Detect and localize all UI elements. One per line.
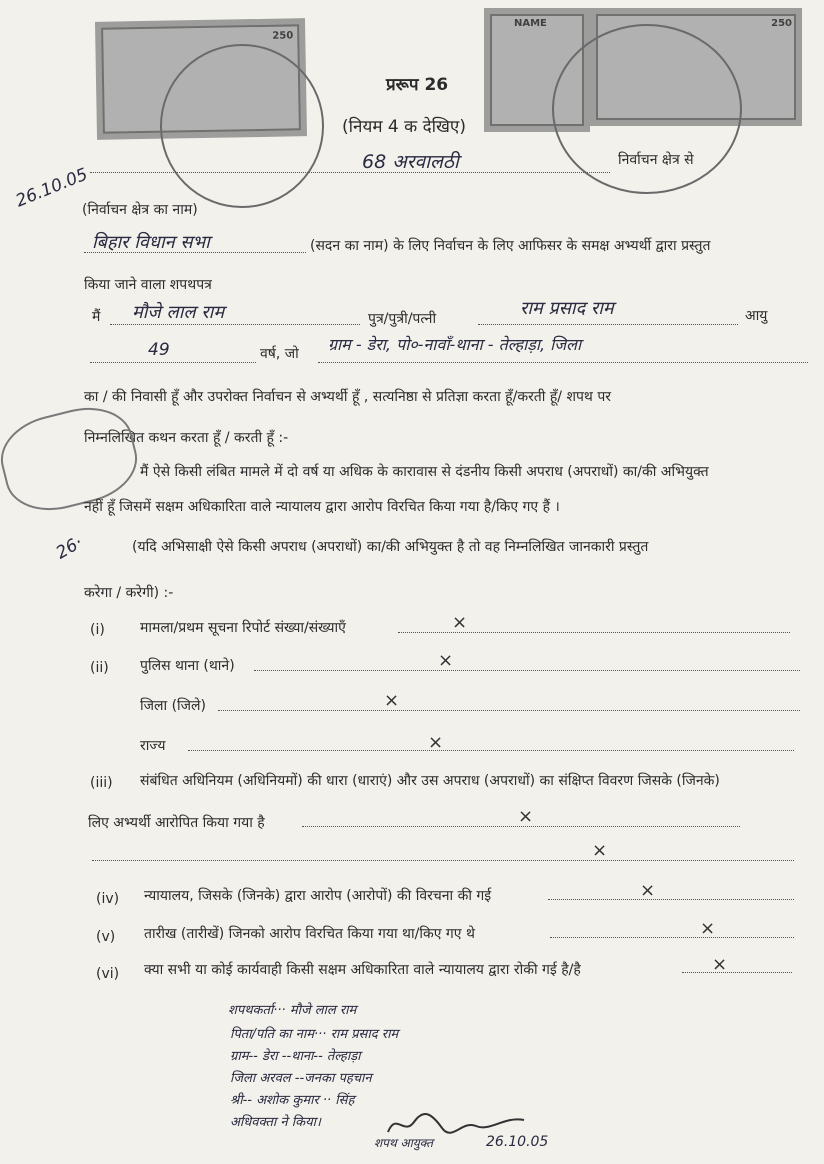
footer-line-5: श्री-- अशोक कुमार ·· सिंह — [230, 1093, 355, 1108]
item-iii-line-2 — [92, 860, 794, 861]
house-handwritten: बिहार विधान सभा — [92, 232, 210, 253]
footer-line-3: ग्राम-- डेरा --थाना-- तेल्हाड़ा — [230, 1049, 361, 1064]
body-line-3: का / की निवासी हूँ और उपरोक्त निर्वाचन से अभ्यर्थी हूँ , सत्यनिष्ठा से प्रतिज्ञा करता हूँ/करती हूँ/ शपथ पर — [84, 389, 612, 405]
item-v-line — [550, 937, 794, 938]
rule-reference: (नियम 4 क देखिए) — [342, 117, 466, 137]
date-handwritten: 26.10.05 — [13, 164, 91, 212]
main-label: मैं — [92, 309, 101, 325]
constituency-line — [90, 172, 610, 173]
body-line-4: निम्नलिखित कथन करता हूँ / करती हूँ :- — [84, 430, 289, 446]
house-text: (सदन का नाम) के लिए निर्वाचन के लिए आफिसर के समक्ष अभ्यर्थी द्वारा प्रस्तुत — [310, 238, 711, 254]
item-vi-line — [682, 972, 792, 973]
item-iv-line — [548, 899, 794, 900]
item-iii-num: (iii) — [90, 775, 113, 791]
footer-line-1: शपथकर्ता··· मौजे लाल राम — [228, 1003, 357, 1018]
name-handwritten: मौजे लाल राम — [132, 302, 225, 323]
age-handwritten: 49 — [148, 340, 170, 360]
item-iv-label: न्यायालय, जिसके (जिनके) द्वारा आरोप (आरोपों) की विरचना की गई — [144, 888, 492, 904]
item-state-line — [188, 750, 794, 751]
stamp-right-value: 250 — [771, 18, 792, 29]
item-district-mark: × — [384, 690, 400, 711]
sign-label: शपथ आयुक्त — [374, 1136, 433, 1150]
item-iii-mark-2: × — [592, 840, 608, 861]
seal-left — [160, 44, 324, 208]
item-vi-num: (vi) — [96, 966, 120, 982]
years-label: वर्ष, जो — [260, 346, 299, 362]
item-v-label: तारीख (तारीखें) जिनको आरोप विरचित किया गया था/किए गए थे — [144, 926, 475, 942]
item-district-line — [218, 710, 800, 711]
affidavit-text: किया जाने वाला शपथपत्र — [84, 277, 212, 293]
stamp-mid-value: NAME — [514, 18, 547, 29]
item-iii-cont: लिए अभ्यर्थी आरोपित किया गया है — [88, 815, 265, 831]
footer-line-2: पिता/पति का नाम··· राम प्रसाद राम — [230, 1027, 399, 1042]
relation-label: पुत्र/पुत्री/पत्नी — [368, 311, 437, 327]
age-line — [90, 362, 256, 363]
item-iv-num: (iv) — [96, 891, 120, 907]
item-state-mark: × — [428, 732, 444, 753]
item-i-mark: × — [452, 612, 468, 633]
constituency-caption: (निर्वाचन क्षेत्र का नाम) — [82, 202, 198, 218]
item-v-mark: × — [700, 918, 716, 939]
item-ii-mark: × — [438, 650, 454, 671]
father-line — [478, 324, 738, 325]
item-district-label: जिला (जिले) — [140, 698, 207, 714]
form-title: प्ररूप 26 — [386, 75, 449, 95]
father-handwritten: राम प्रसाद राम — [520, 298, 614, 319]
item-ii-label: पुलिस थाना (थाने) — [140, 658, 235, 674]
item-i-label: मामला/प्रथम सूचना रिपोर्ट संख्या/संख्याएँ — [140, 620, 346, 636]
para-2b: करेगा / करेगी) :- — [84, 585, 174, 601]
item-i-num: (i) — [90, 622, 105, 638]
item-iii-label: संबंधित अधिनियम (अधिनियमों) की धारा (धाराएं) और उस अपराध (अपराधों) का संक्षिप्त विवरण जिसके (जिनके) — [140, 773, 720, 789]
item-state-label: राज्य — [140, 738, 166, 754]
address-line — [318, 362, 808, 363]
item-iv-mark: × — [640, 880, 656, 901]
para-2a: (यदि अभिसाक्षी ऐसे किसी अपराध (अपराधों) का/की अभियुक्त है तो वह निम्नलिखित जानकारी प्रस्तुत — [132, 539, 649, 555]
para-1b: नहीं हूँ जिसमें सक्षम अधिकारिता वाले न्यायालय द्वारा आरोप विरचित किया गया है/किए गए हैं । — [84, 499, 560, 515]
item-v-num: (v) — [96, 929, 116, 945]
para-1a: मैं ऐसे किसी लंबित मामले में दो वर्ष या अधिक के कारावास से दंडनीय किसी अपराध (अपराधों) का/की अभियुक्त — [140, 464, 709, 480]
constituency-label: निर्वाचन क्षेत्र से — [618, 152, 694, 168]
address-handwritten: ग्राम - डेरा, पो०-नावाँ-थाना - तेल्हाड़ा, जिला — [328, 335, 582, 354]
sign-date: 26.10.05 — [486, 1134, 549, 1150]
footer-line-6: अधिवक्ता ने किया। — [230, 1115, 321, 1130]
stamp-left-value: 250 — [272, 30, 294, 42]
house-line — [84, 252, 306, 253]
item-vi-label: क्या सभी या कोई कार्यवाही किसी सक्षम अधिकारिता वाले न्यायालय द्वारा रोकी गई है/है — [144, 962, 581, 978]
item-vi-mark: × — [712, 954, 728, 975]
constituency-handwritten: 68 अरवालठी — [362, 151, 459, 173]
item-ii-num: (ii) — [90, 660, 109, 676]
age-label: आयु — [745, 308, 768, 324]
item-iii-mark-1: × — [518, 806, 534, 827]
item-ii-line — [254, 670, 800, 671]
side-date-handwritten: 26· — [52, 532, 87, 564]
footer-line-4: जिला अरवल --जनका पहचान — [230, 1071, 372, 1086]
name-line — [110, 324, 360, 325]
